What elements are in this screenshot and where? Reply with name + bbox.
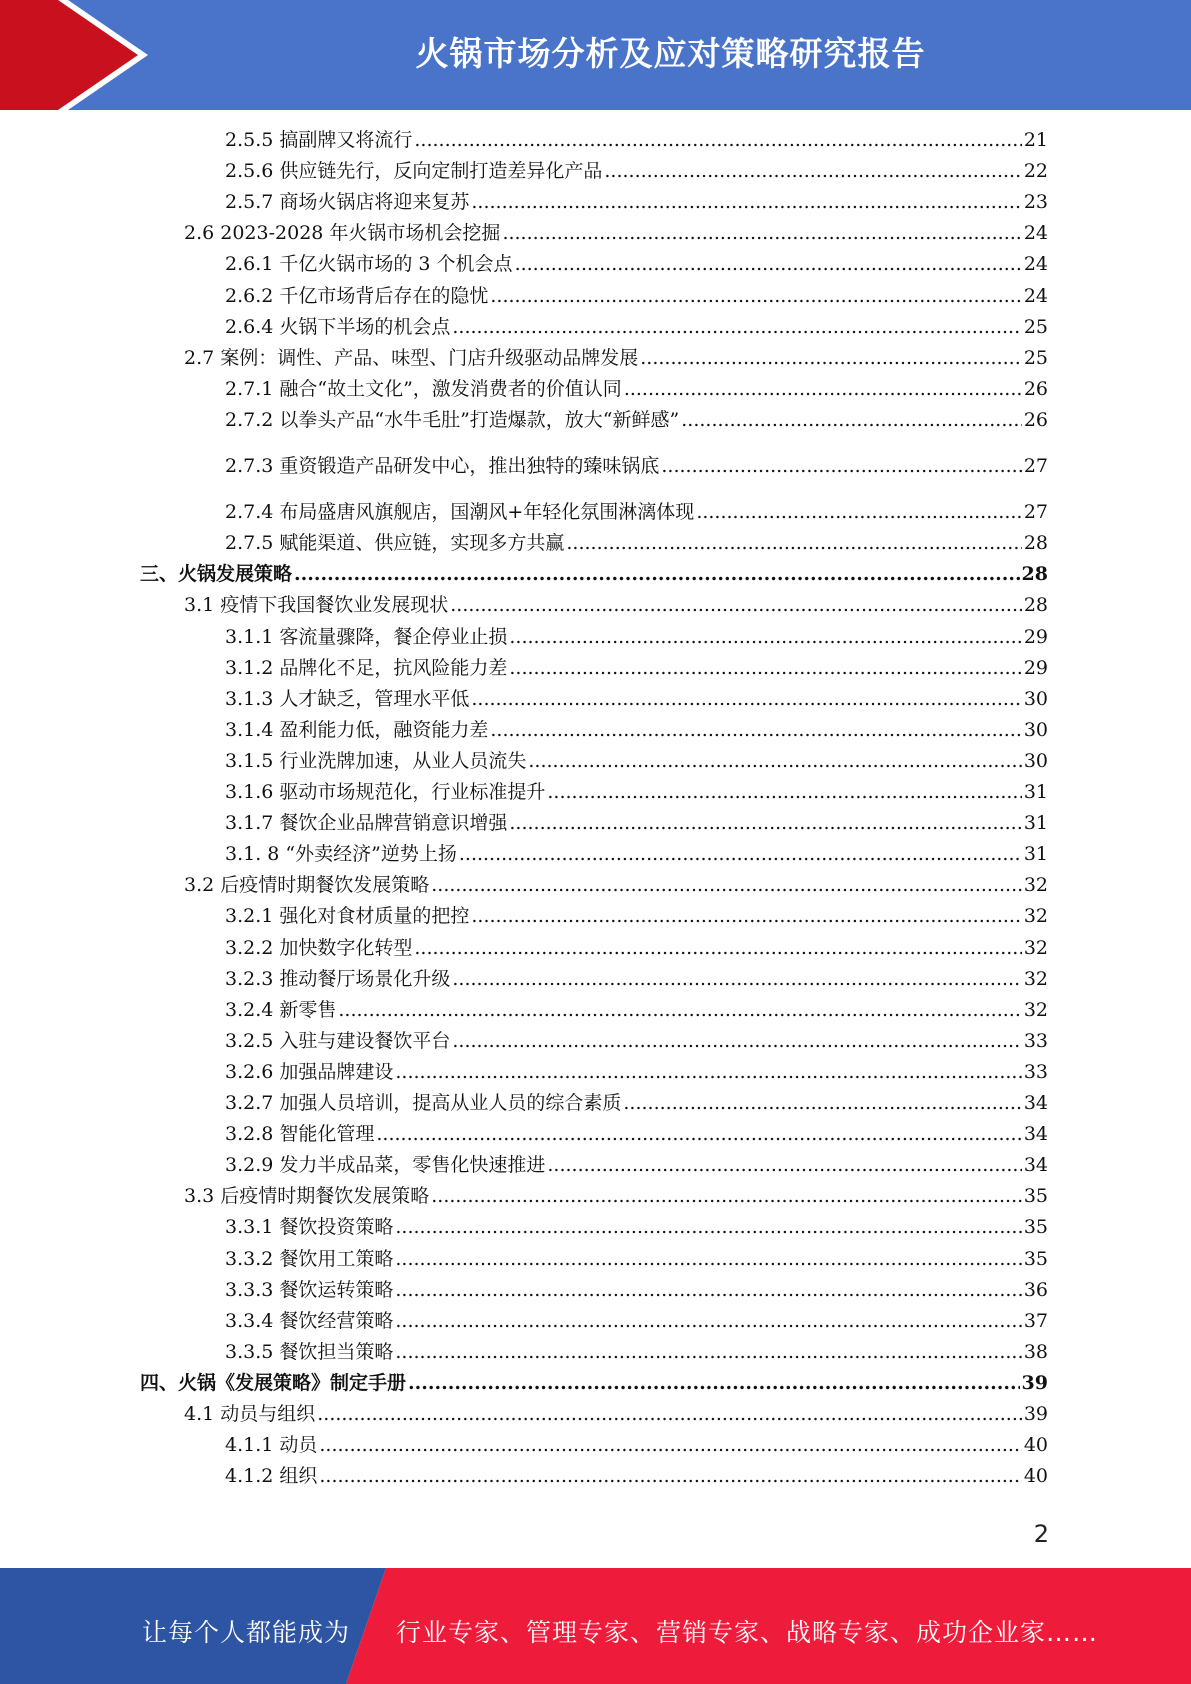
toc-entry[interactable] xyxy=(140,1370,1048,1396)
toc-entry-title: 2.6.1 千亿火锅市场的 3 个机会点 xyxy=(225,253,513,276)
toc-entry[interactable] xyxy=(225,841,1048,867)
toc-entry[interactable] xyxy=(225,530,1048,556)
toc-entry-page: 40 xyxy=(1023,1434,1048,1457)
toc-entry-page: 24 xyxy=(1023,284,1048,307)
toc-entry[interactable] xyxy=(225,158,1048,184)
toc-entry-title: 3.2.7 加强人员培训，提高从业人员的综合素质 xyxy=(225,1092,622,1114)
toc-entry-title: 四、火锅《发展策略》制定手册 xyxy=(140,1371,407,1394)
toc-dot-leader xyxy=(452,314,1021,340)
toc-dot-leader xyxy=(338,997,1021,1023)
toc-dot-leader xyxy=(502,220,1021,246)
toc-entry-title: 2.7.4 布局盛唐风旗舰店，国潮风+年轻化氛围淋漓体现 xyxy=(225,501,695,524)
toc-entry[interactable] xyxy=(225,189,1048,215)
toc-entry-page: 21 xyxy=(1023,129,1048,151)
toc-entry[interactable] xyxy=(225,1214,1048,1240)
toc-entry-page: 35 xyxy=(1023,1185,1048,1208)
toc-entry-page: 38 xyxy=(1023,1340,1048,1363)
toc-dot-leader xyxy=(395,1214,1021,1240)
toc-entry-title: 3.2.8 智能化管理 xyxy=(225,1123,375,1146)
toc-dot-leader xyxy=(661,453,1021,479)
toc-entry-page: 34 xyxy=(1023,1092,1048,1114)
toc-dot-leader xyxy=(414,127,1021,153)
toc-entry-title: 2.6.2 千亿市场背后存在的隐忧 xyxy=(225,284,489,307)
toc-entry-title: 2.7 案例：调性、产品、味型、门店升级驱动品牌发展 xyxy=(184,346,639,369)
toc-dot-leader xyxy=(566,530,1021,556)
toc-dot-leader xyxy=(395,1246,1021,1272)
toc-dot-leader xyxy=(319,1463,1021,1489)
toc-entry-page: 25 xyxy=(1023,346,1048,369)
toc-entry[interactable] xyxy=(225,1432,1048,1458)
toc-dot-leader xyxy=(408,1370,1020,1396)
toc-entry-page: 32 xyxy=(1023,936,1048,959)
toc-entry-title: 3.2.1 强化对食材质量的把控 xyxy=(225,905,470,928)
toc-entry-page: 27 xyxy=(1023,455,1048,477)
toc-entry[interactable] xyxy=(225,453,1048,479)
toc-entry-page: 26 xyxy=(1023,408,1048,431)
toc-entry[interactable] xyxy=(225,1308,1048,1334)
toc-entry-title: 3.3.5 餐饮担当策略 xyxy=(225,1340,394,1363)
page-header xyxy=(0,0,1191,110)
toc-entry[interactable] xyxy=(184,220,1048,246)
toc-entry-title: 3.2.9 发力半成品菜，零售化快速推进 xyxy=(225,1154,546,1177)
toc-entry[interactable] xyxy=(225,810,1048,836)
toc-entry-title: 3.2.5 入驻与建设餐饮平台 xyxy=(225,1029,451,1052)
toc-entry[interactable] xyxy=(225,376,1048,402)
toc-entry-title: 4.1.2 组织 xyxy=(225,1465,318,1488)
toc-entry-page: 39 xyxy=(1021,1371,1048,1394)
toc-entry-title: 3.1 疫情下我国餐饮业发展现状 xyxy=(184,594,449,617)
toc-entry-page: 32 xyxy=(1023,998,1048,1021)
toc-entry[interactable] xyxy=(225,935,1048,961)
toc-entry-page: 32 xyxy=(1023,874,1048,897)
toc-entry-page: 34 xyxy=(1023,1154,1048,1177)
toc-dot-leader xyxy=(395,1059,1021,1085)
toc-dot-leader xyxy=(294,561,1020,587)
toc-entry-title: 3.1.1 客流量骤降，餐企停业止损 xyxy=(225,625,508,648)
toc-dot-leader xyxy=(471,686,1021,712)
toc-entry-title: 4.1 动员与组织 xyxy=(184,1403,316,1425)
toc-entry-page: 30 xyxy=(1023,687,1048,710)
toc-dot-leader xyxy=(431,1183,1022,1209)
toc-entry[interactable] xyxy=(225,903,1048,929)
toc-dot-leader xyxy=(547,1152,1021,1178)
toc-dot-leader xyxy=(452,1028,1021,1054)
toc-entry[interactable] xyxy=(140,561,1048,587)
toc-dot-leader xyxy=(395,1308,1021,1334)
toc-entry-title: 3.2.6 加强品牌建设 xyxy=(225,1060,394,1083)
toc-entry-title: 3.3.2 餐饮用工策略 xyxy=(225,1247,394,1270)
toc-entry[interactable] xyxy=(184,592,1048,618)
toc-entry-page: 33 xyxy=(1023,1060,1048,1083)
toc-entry-title: 3.1.5 行业洗牌加速，从业人员流失 xyxy=(225,749,527,772)
toc-entry-page: 30 xyxy=(1023,718,1048,741)
footer-slogan-right: 行业专家、管理专家、营销专家、战略专家、成功企业家…… xyxy=(396,1618,1099,1647)
toc-entry-title: 3.1.3 人才缺乏，管理水平低 xyxy=(225,687,470,710)
toc-entry[interactable] xyxy=(184,345,1048,371)
toc-entry[interactable] xyxy=(225,407,1048,433)
page-number: 2 xyxy=(1033,1520,1049,1548)
toc-dot-leader xyxy=(395,1339,1021,1365)
toc-entry-title: 3.1.4 盈利能力低，融资能力差 xyxy=(225,718,489,741)
toc-entry-page: 37 xyxy=(1023,1309,1048,1332)
toc-dot-leader xyxy=(395,1277,1021,1303)
toc-entry-page: 34 xyxy=(1023,1123,1048,1146)
toc-dot-leader xyxy=(547,779,1021,805)
toc-dot-leader xyxy=(376,1121,1021,1147)
toc-entry-title: 3.3 后疫情时期餐饮发展策略 xyxy=(184,1185,430,1208)
toc-entry-title: 2.5.5 搞副牌又将流行 xyxy=(225,129,413,151)
toc-entry-title: 2.6 2023-2028 年火锅市场机会挖掘 xyxy=(184,222,501,245)
toc-dot-leader xyxy=(459,841,1022,867)
toc-dot-leader xyxy=(319,1432,1021,1458)
toc-entry-page: 39 xyxy=(1023,1403,1048,1425)
toc-entry-page: 28 xyxy=(1023,594,1048,617)
toc-entry-page: 31 xyxy=(1023,812,1048,835)
toc-dot-leader xyxy=(471,189,1021,215)
toc-entry-page: 30 xyxy=(1023,749,1048,772)
toc-entry[interactable] xyxy=(184,1183,1048,1209)
toc-entry-title: 2.5.7 商场火锅店将迎来复苏 xyxy=(225,191,470,214)
page-footer xyxy=(0,1568,1191,1684)
toc-entry[interactable] xyxy=(225,1090,1048,1116)
toc-entry[interactable] xyxy=(225,1152,1048,1178)
toc-dot-leader xyxy=(490,717,1021,743)
toc-entry[interactable] xyxy=(225,314,1048,340)
toc-dot-leader xyxy=(450,592,1022,618)
toc-entry-page: 32 xyxy=(1023,905,1048,928)
toc-entry[interactable] xyxy=(225,779,1048,805)
toc-dot-leader xyxy=(624,376,1022,402)
toc-entry-title: 三、火锅发展策略 xyxy=(140,563,293,586)
toc-entry[interactable] xyxy=(225,655,1048,681)
toc-entry-title: 2.7.2 以拳头产品“水牛毛肚”打造爆款，放大“新鲜感” xyxy=(225,408,680,431)
toc-dot-leader xyxy=(471,903,1021,929)
toc-entry-title: 3.1.6 驱动市场规范化，行业标准提升 xyxy=(225,781,546,803)
toc-entry-title: 3.2.2 加快数字化转型 xyxy=(225,936,413,959)
toc-entry[interactable] xyxy=(225,1028,1048,1054)
toc-entry-title: 3.1. 8 “外卖经济”逆势上扬 xyxy=(225,843,457,866)
toc-entry-page: 32 xyxy=(1023,967,1048,990)
toc-entry[interactable] xyxy=(225,1463,1048,1489)
toc-dot-leader xyxy=(431,872,1022,898)
toc-entry[interactable] xyxy=(184,872,1048,898)
toc-entry-title: 4.1.1 动员 xyxy=(225,1434,318,1457)
toc-entry-title: 3.2.3 推动餐厅场景化升级 xyxy=(225,967,451,990)
toc-dot-leader xyxy=(623,1090,1021,1116)
toc-entry-title: 3.1.2 品牌化不足，抗风险能力差 xyxy=(225,656,508,679)
toc-entry[interactable] xyxy=(225,499,1048,525)
toc-entry-title: 2.7.5 赋能渠道、供应链，实现多方共赢 xyxy=(225,532,565,555)
toc-entry-page: 23 xyxy=(1023,191,1048,214)
toc-entry-page: 29 xyxy=(1023,656,1048,679)
toc-entry[interactable] xyxy=(225,251,1048,277)
toc-entry-page: 33 xyxy=(1023,1029,1048,1052)
toc-entry-title: 3.3.1 餐饮投资策略 xyxy=(225,1216,394,1239)
toc-entry-page: 28 xyxy=(1023,532,1048,555)
toc-entry-title: 3.3.3 餐饮运转策略 xyxy=(225,1278,394,1301)
report-title: 火锅市场分析及应对策略研究报告 xyxy=(415,34,926,73)
toc-entry[interactable] xyxy=(225,748,1048,774)
toc-entry-title: 2.7.1 融合“故土文化”，激发消费者的价值认同 xyxy=(225,377,622,400)
toc-entry[interactable] xyxy=(225,1059,1048,1085)
toc-entry[interactable] xyxy=(225,997,1048,1023)
toc-dot-leader xyxy=(317,1401,1022,1427)
toc-entry-title: 3.1.7 餐饮企业品牌营销意识增强 xyxy=(225,812,508,835)
toc-dot-leader xyxy=(604,158,1021,184)
toc-entry-title: 3.2.4 新零售 xyxy=(225,998,337,1021)
toc-entry[interactable] xyxy=(225,1339,1048,1365)
toc-entry-title: 2.6.4 火锅下半场的机会点 xyxy=(225,315,451,338)
toc-entry-page: 35 xyxy=(1023,1247,1048,1270)
toc-entry-page: 27 xyxy=(1023,501,1048,524)
toc-entry[interactable] xyxy=(225,966,1048,992)
toc-entry[interactable] xyxy=(225,1277,1048,1303)
toc-entry-page: 35 xyxy=(1023,1216,1048,1239)
toc-entry-page: 25 xyxy=(1023,315,1048,338)
toc-dot-leader xyxy=(509,810,1021,836)
toc-entry[interactable] xyxy=(225,127,1048,153)
toc-entry-title: 3.3.4 餐饮经营策略 xyxy=(225,1309,394,1332)
toc-entry-title: 3.2 后疫情时期餐饮发展策略 xyxy=(184,874,430,897)
toc-dot-leader xyxy=(696,499,1022,525)
toc-dot-leader xyxy=(515,251,1022,277)
toc-dot-leader xyxy=(509,624,1021,650)
toc-dot-leader xyxy=(452,966,1021,992)
toc-entry[interactable] xyxy=(225,1246,1048,1272)
toc-dot-leader xyxy=(528,748,1021,774)
toc-entry-page: 24 xyxy=(1023,253,1048,276)
toc-entry[interactable] xyxy=(225,686,1048,712)
toc-entry[interactable] xyxy=(225,283,1048,309)
toc-dot-leader xyxy=(509,655,1021,681)
toc-entry-page: 29 xyxy=(1023,625,1048,648)
toc-entry-page: 24 xyxy=(1023,222,1048,245)
toc-entry-page: 31 xyxy=(1023,843,1048,866)
toc-entry[interactable] xyxy=(184,1401,1048,1427)
toc-entry-page: 26 xyxy=(1023,377,1048,400)
toc-entry-page: 36 xyxy=(1023,1278,1048,1301)
toc-entry-page: 31 xyxy=(1023,781,1048,803)
toc-entry-title: 2.7.3 重资锻造产品研发中心，推出独特的臻味锅底 xyxy=(225,455,660,477)
toc-entry[interactable] xyxy=(225,624,1048,650)
toc-entry-title: 2.5.6 供应链先行，反向定制打造差异化产品 xyxy=(225,160,603,183)
toc-dot-leader xyxy=(640,345,1022,371)
toc-entry-page: 40 xyxy=(1023,1465,1048,1488)
toc-dot-leader xyxy=(490,283,1021,309)
toc-entry[interactable] xyxy=(225,1121,1048,1147)
toc-entry-page: 22 xyxy=(1023,160,1048,183)
toc-dot-leader xyxy=(414,935,1021,961)
toc-entry-page: 28 xyxy=(1021,563,1048,586)
toc-entry[interactable] xyxy=(225,717,1048,743)
footer-slogan-left: 让每个人都能成为 xyxy=(142,1618,351,1647)
toc-dot-leader xyxy=(681,407,1022,433)
